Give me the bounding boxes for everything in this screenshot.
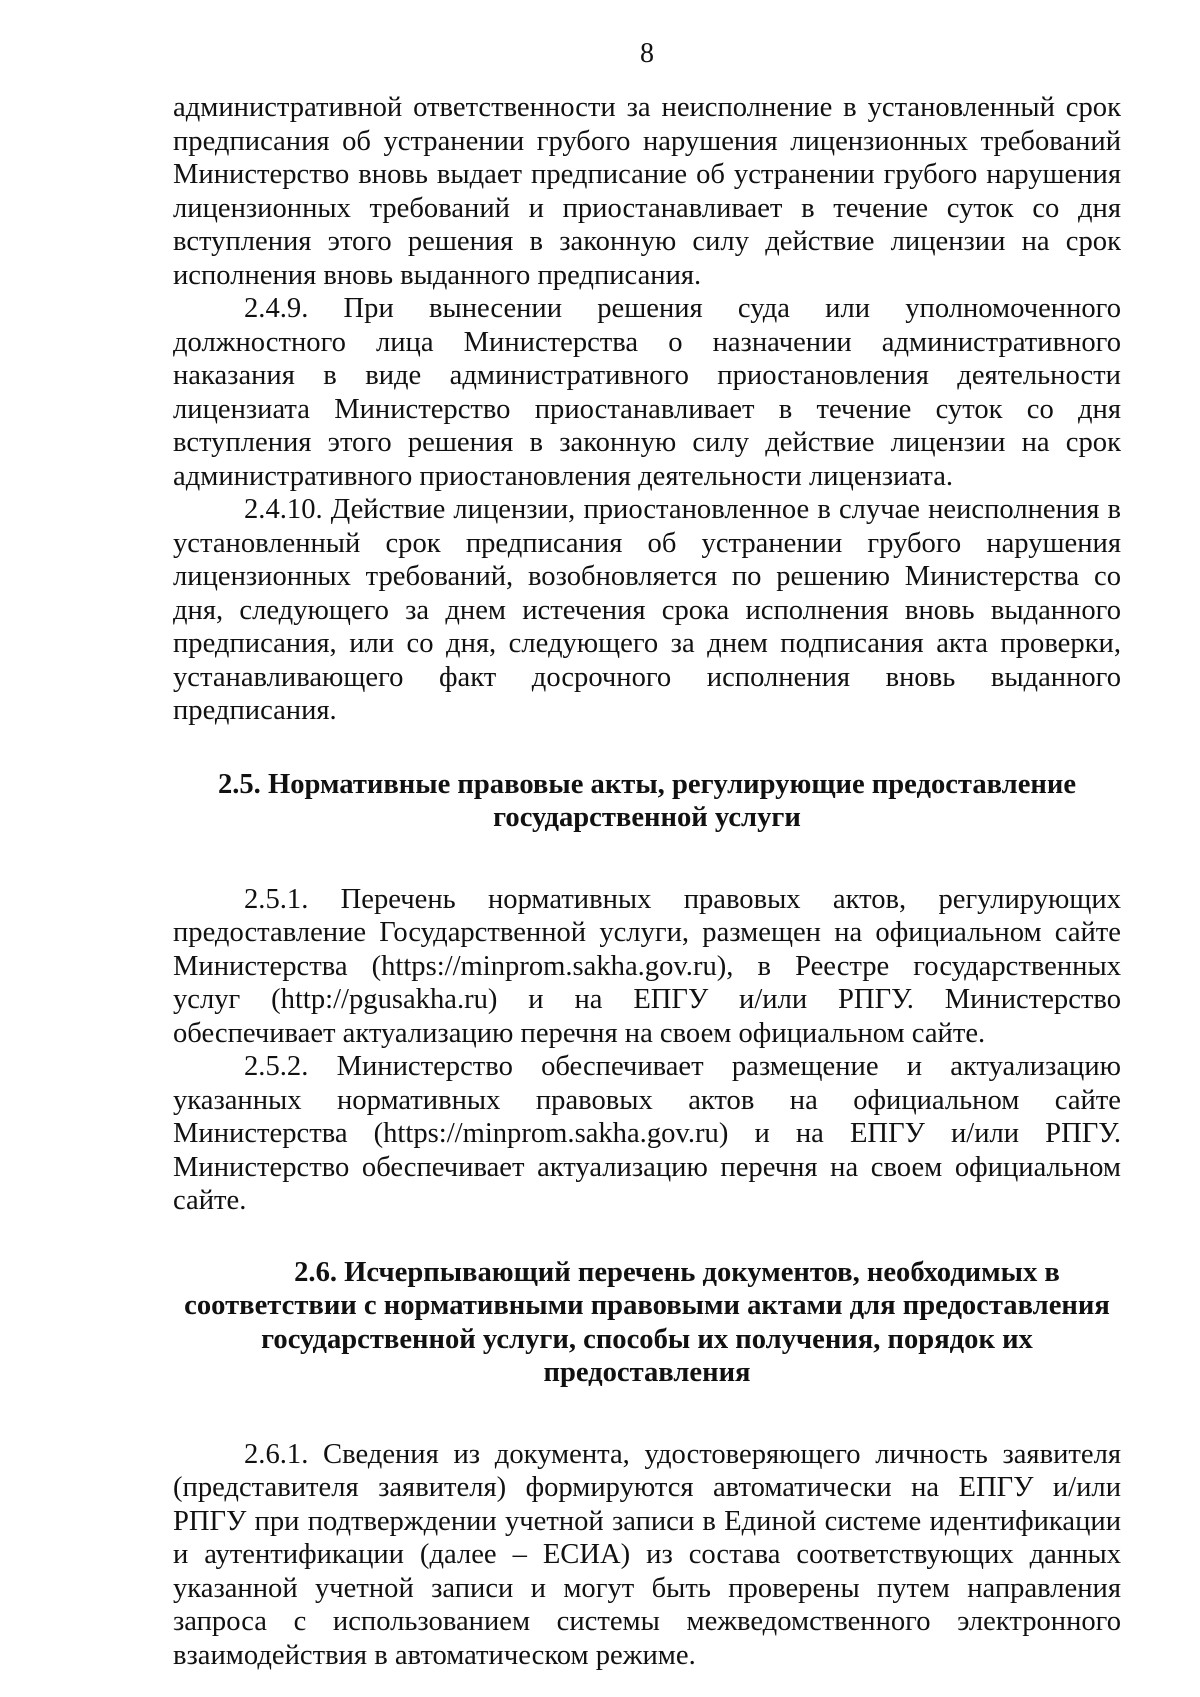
paragraph-2-5-1: 2.5.1. Перечень нормативных правовых актов, регулирующих предоставление Государственной услуги, размещен на официальном сайте Министерства (https://minprom.sakha.gov.ru), в Реестре государственных услуг (http://pgusakha.ru) и на ЕПГУ и/или РПГУ. Министерство обеспечивает актуализацию перечня на своем официальном сайте. bbox=[173, 883, 1121, 1049]
heading-line: государственной услуги bbox=[493, 802, 801, 833]
heading-line: государственной услуги, способы их получения, порядок их bbox=[261, 1323, 1033, 1355]
heading-line: предоставления bbox=[543, 1357, 751, 1388]
paragraph-2-4-8-continuation: административной ответственности за неисполнение в установленный срок предписания об устранении грубого нарушения лицензионных требований Министерство вновь выдает предписание об устранении грубого нарушения лицензионных требований и приостанавливает в течение суток со дня вступления этого решения в законную силу действие лицензии на срок исполнения вновь выданного предписания. bbox=[173, 92, 1121, 291]
document-body bbox=[173, 91, 1121, 1672]
paragraph-2-5-2: 2.5.2. Министерство обеспечивает размещение и актуализацию указанных нормативных правовых актов на официальном сайте Министерства (https://minprom.sakha.gov.ru) и на ЕПГУ и/или РПГУ. Министерство обеспечивает актуализацию перечня на своем официальном сайте. bbox=[173, 1051, 1121, 1216]
section-heading-2-6 bbox=[173, 1256, 1121, 1390]
section-heading-2-5 bbox=[173, 768, 1121, 835]
page-number: 8 bbox=[640, 38, 654, 69]
paragraph-2-4-10: 2.4.10. Действие лицензии, приостановленное в случае неисполнения в установленный срок предписания об устранении грубого нарушения лицензионных требований, возобновляется по решению Министерства со дня, следующего за днем истечения срока исполнения вновь выданного предписания, или со дня, следующего за днем подписания акта проверки, устанавливающего факт досрочного исполнения вновь выданного предписания. bbox=[173, 494, 1121, 726]
paragraph-2-6-1: 2.6.1. Сведения из документа, удостоверяющего личность заявителя (представителя заявителя) формируются автоматически на ЕПГУ и/или РПГУ при подтверждении учетной записи в Единой системе идентификации и аутентификации (далее – ЕСИА) из состава соответствующих данных указанной учетной записи и могут быть проверены путем направления запроса с использованием системы межведомственного электронного взаимодействия в автоматическом режиме. bbox=[173, 1438, 1121, 1671]
heading-line: соответствии с нормативными правовыми актами для предоставления bbox=[184, 1290, 1110, 1321]
heading-line: 2.5. Нормативные правовые акты, регулирующие предоставление bbox=[217, 768, 1077, 800]
heading-line: 2.6. Исчерпывающий перечень документов, необходимых в bbox=[294, 1256, 1060, 1288]
paragraph-2-4-9: 2.4.9. При вынесении решения суда или уполномоченного должностного лица Министерства о назначении административного наказания в виде административного приостановления деятельности лицензиата Министерство приостанавливает в течение суток со дня вступления этого решения в законную силу действие лицензии на срок административного приостановления деятельности лицензиата. bbox=[173, 293, 1121, 492]
